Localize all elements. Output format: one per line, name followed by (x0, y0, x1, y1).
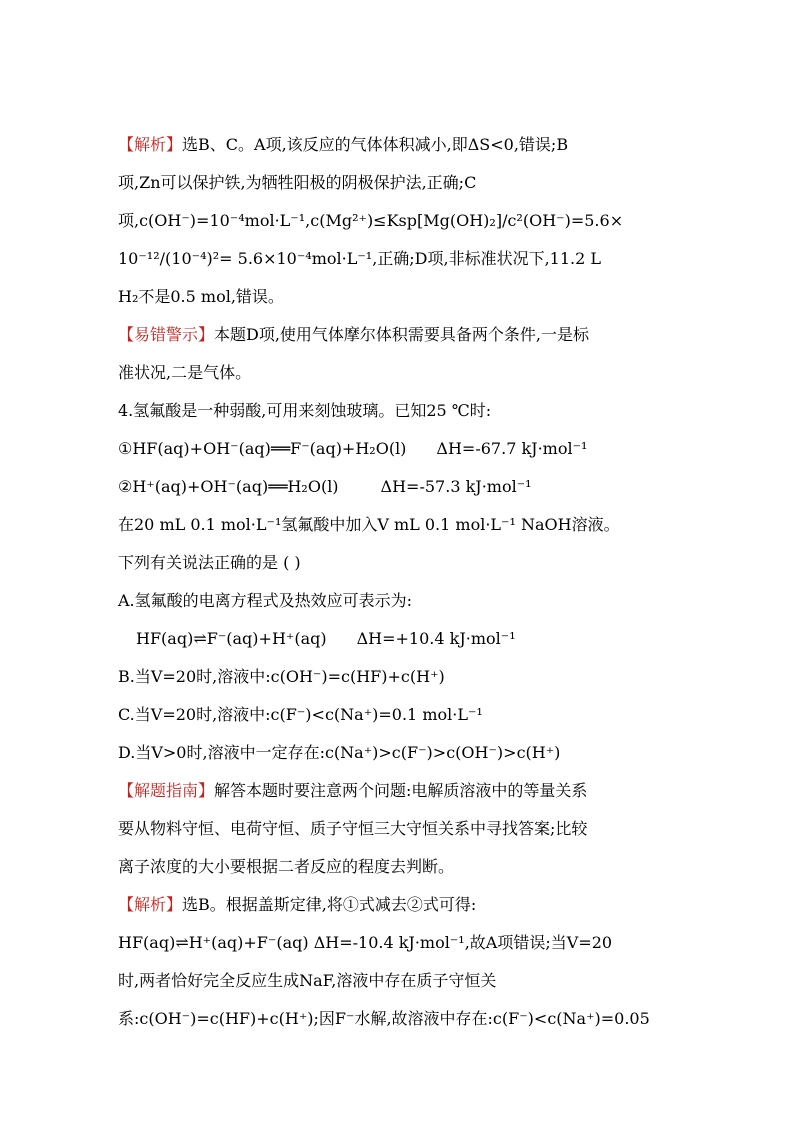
warning-tag: 【易错警示】 (118, 325, 215, 344)
analysis2-line-4: 系:c(OH⁻)=c(HF)+c(H⁺);因F⁻水解,故溶液中存在:c(F⁻)<c(Na⁺)=0.05 (118, 1009, 650, 1028)
guide-text-1: 解答本题时要注意两个问题:电解质溶液中的等量关系 (214, 781, 588, 800)
question-stem: 4.氢氟酸是一种弱酸,可用来刻蚀玻璃。已知25 ℃时: (118, 401, 492, 420)
warning-line-2: 准状况,二是气体。 (118, 363, 252, 382)
equation-1-text: ①HF(aq)+OH⁻(aq)══F⁻(aq)+H₂O(l) (118, 439, 407, 458)
option-a: A.氢氟酸的电离方程式及热效应可表示为: (118, 591, 413, 610)
analysis2-line-2: HF(aq)⇌H⁺(aq)+F⁻(aq) ΔH=-10.4 kJ·mol⁻¹,故A项错误;当V=20 (118, 933, 613, 952)
analysis1-line-2: 项,Zn可以保护铁,为牺牲阳极的阴极保护法,正确;C (118, 173, 477, 192)
guide-line-3: 离子浓度的大小要根据二者反应的程度去判断。 (118, 857, 455, 876)
guide-line-2: 要从物料守恒、电荷守恒、质子守恒三大守恒关系中寻找答案;比较 (118, 819, 588, 838)
question-condition: 在20 mL 0.1 mol·L⁻¹氢氟酸中加入V mL 0.1 mol·L⁻¹ NaOH溶液。 (118, 515, 620, 534)
analysis1-line-3: 项,c(OH⁻)=10⁻⁴mol·L⁻¹,c(Mg²⁺)≤Ksp[Mg(OH)₂]/c²(OH⁻)=5.6× (118, 211, 624, 230)
guide-line-1 (118, 776, 678, 814)
equation-2-text: ②H⁺(aq)+OH⁻(aq)══H₂O(l) (118, 477, 339, 496)
analysis1-line-1 (118, 130, 678, 168)
option-d: D.当V>0时,溶液中一定存在:c(Na⁺)>c(F⁻)>c(OH⁻)>c(H⁺) (118, 743, 561, 762)
analysis1-text-1: 选B、C。A项,该反应的气体体积减小,即ΔS<0,错误;B (182, 135, 569, 154)
equation-1 (118, 434, 678, 472)
analysis2-tag: 【解析】 (118, 895, 183, 914)
analysis1-line-5: H₂不是0.5 mol,错误。 (118, 287, 284, 306)
option-a-equation (118, 624, 678, 662)
guide-tag: 【解题指南】 (118, 781, 215, 800)
option-a-enthalpy: ΔH=+10.4 kJ·mol⁻¹ (356, 629, 516, 648)
analysis2-line-3: 时,两者恰好完全反应生成NaF,溶液中存在质子守恒关 (118, 971, 497, 990)
option-a-equation-text: HF(aq)⇌F⁻(aq)+H⁺(aq) (136, 629, 327, 648)
analysis1-line-4: 10⁻¹²/(10⁻⁴)²= 5.6×10⁻⁴mol·L⁻¹,正确;D项,非标准状况下,11.2 L (118, 249, 602, 268)
document-body (118, 130, 678, 1042)
analysis-tag: 【解析】 (118, 135, 183, 154)
equation-1-enthalpy: ΔH=-67.7 kJ·mol⁻¹ (436, 439, 588, 458)
option-b: B.当V=20时,溶液中:c(OH⁻)=c(HF)+c(H⁺) (118, 667, 445, 686)
option-c: C.当V=20时,溶液中:c(F⁻)<c(Na⁺)=0.1 mol·L⁻¹ (118, 705, 483, 724)
equation-2-enthalpy: ΔH=-57.3 kJ·mol⁻¹ (380, 477, 532, 496)
question-ask: 下列有关说法正确的是 ( ) (118, 553, 301, 572)
warning-text-1: 本题D项,使用气体摩尔体积需要具备两个条件,一是标 (214, 325, 590, 344)
equation-2 (118, 472, 678, 510)
analysis2-line-1 (118, 890, 678, 928)
analysis2-text-1: 选B。根据盖斯定律,将①式减去②式可得: (182, 895, 477, 914)
warning-line-1 (118, 320, 678, 358)
